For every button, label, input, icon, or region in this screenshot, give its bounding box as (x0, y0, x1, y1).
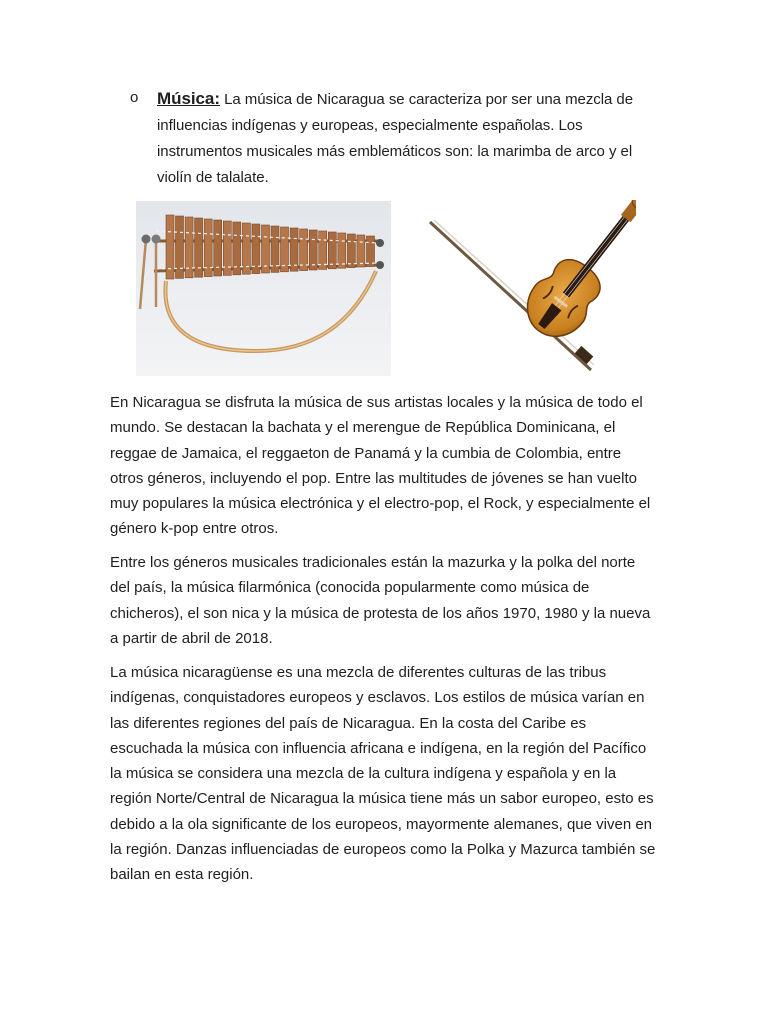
marimba-bar (367, 236, 375, 266)
marimba-icon (136, 201, 391, 376)
marimba-de-arco-image (136, 201, 391, 376)
bullet-marker: o (130, 89, 139, 106)
paragraph-traditional-genres: Entre los géneros musicales tradicionales están la mazurka y la polka del norte del país, la música filarmónica (conocida popularmente como música de chicheros), el son nica y la música de protesta de los años 1970, 1980 y la nueva a partir de abril de 2018. (110, 554, 651, 647)
marimba-bar (347, 234, 355, 268)
music-intro-body: La música de Nicaragua se caracteriza por ser una mezcla de influencias indígenas y europeas, especialmente españolas. Los instrumentos musicales más emblemáticos son: la marimba de arco y el violín de talalate. (157, 91, 633, 186)
marimba-bar (319, 231, 327, 269)
music-term-heading: Música: (157, 89, 220, 108)
paragraph-music-genres: En Nicaragua se disfruta la música de sus artistas locales y la música de todo el mundo. Se destacan la bachata y el merengue de República Dominicana, el reggae de Jamaica, el reggaeton de Panamá y la cumbia de Colombia, entre otros géneros, incluyendo el pop. Entre las multitudes de jóvenes se han vuelto muy populares la música electrónica y el electro-pop, el Rock, y especialmente el género k-pop entre otros. (110, 394, 651, 538)
marimba-bar (328, 232, 336, 269)
marimba-bar (309, 230, 317, 270)
music-intro-text (157, 86, 670, 191)
paragraph-cultural-mix: La música nicaragüense es una mezcla de diferentes culturas de las tribus indígenas, conquistadores europeos y esclavos. Los estilos de música varían en las diferentes regiones del país de Nicaragua. En la costa del Caribe es escuchada la música con influencia africana e indígena, en la región del Pacífico la música se considera una mezcla de la cultura indígena y española y en la región Norte/Central de Nicaragua la música tiene más un sabor europeo, esto es debido a la ola significante de los europeos, mayormente alemanes, que viven en la región. Danzas influenciadas de europeos como la Polka y Mazurca también se bailan en esta región. (110, 664, 656, 884)
marimba-bar (338, 233, 346, 268)
violin-icon (426, 200, 636, 376)
marimba-bar (166, 215, 174, 279)
marimba-bar (357, 235, 365, 267)
instrument-images (136, 200, 636, 376)
music-bullet-item (130, 86, 670, 191)
violin-de-talalate-image (426, 200, 636, 376)
